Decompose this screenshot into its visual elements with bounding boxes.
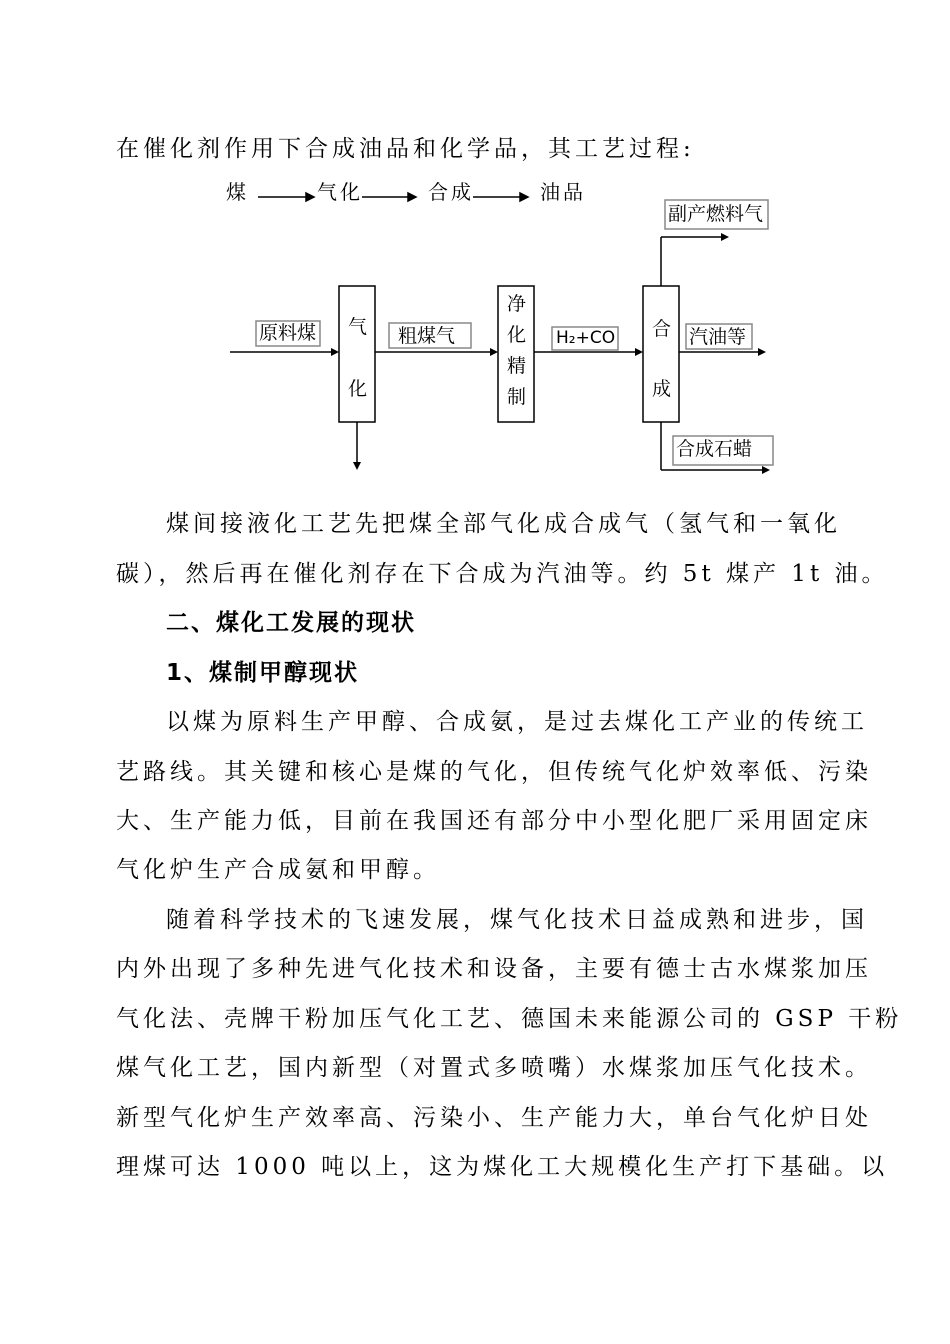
para3-line-6: 理煤可达 1000 吨以上，这为煤化工大规模化生产打下基础。以 bbox=[116, 1154, 889, 1180]
crude-gas-label: 粗煤气 bbox=[398, 325, 456, 347]
gasoline-label: 汽油等 bbox=[689, 326, 747, 348]
synth-char-2: 成 bbox=[652, 378, 672, 400]
purify-char-2: 化 bbox=[507, 324, 527, 346]
para2-line-2: 艺路线。其关键和核心是煤的气化，但传统气化炉效率低、污染 bbox=[116, 759, 872, 785]
purify-char-1: 净 bbox=[507, 293, 527, 315]
purify-char-4: 制 bbox=[507, 386, 527, 408]
para2-line-4: 气化炉生产合成氨和甲醇。 bbox=[116, 857, 440, 883]
flow-coal: 煤 bbox=[226, 180, 249, 204]
para1-line-2: 碳），然后再在催化剂存在下合成为汽油等。约 5t 煤产 1t 油。 bbox=[116, 561, 889, 587]
purify-char-3: 精 bbox=[507, 355, 527, 377]
para3-line-2: 内外出现了多种先进气化技术和设备，主要有德士古水煤浆加压 bbox=[116, 956, 872, 982]
intro-line: 在催化剂作用下合成油品和化学品，其工艺过程: bbox=[116, 136, 695, 162]
byproduct-gas-label: 副产燃料气 bbox=[668, 203, 764, 225]
flow-synth: 合成 bbox=[428, 180, 474, 204]
para2-line-3: 大、生产能力低，目前在我国还有部分中小型化肥厂采用固定床 bbox=[116, 808, 872, 834]
wax-label: 合成石蜡 bbox=[676, 438, 753, 460]
flow-oil: 油品 bbox=[540, 180, 586, 204]
syngas-label: H₂+CO bbox=[556, 328, 616, 348]
input-coal-label: 原料煤 bbox=[259, 322, 317, 344]
process-diagram bbox=[0, 0, 950, 500]
para3-line-4: 煤气化工艺，国内新型（对置式多喷嘴）水煤浆加压气化技术。 bbox=[116, 1055, 872, 1081]
para1-line-1: 煤间接液化工艺先把煤全部气化成合成气（氢气和一氧化 bbox=[166, 511, 841, 537]
gasify-box bbox=[339, 286, 375, 422]
gasify-char-1: 气 bbox=[348, 316, 368, 338]
section-heading: 二、煤化工发展的现状 bbox=[166, 610, 416, 636]
gasify-char-2: 化 bbox=[348, 378, 368, 400]
para3-line-3: 气化法、壳牌干粉加压气化工艺、德国未来能源公司的 GSP 干粉 bbox=[116, 1006, 903, 1032]
flow-gasify: 气化 bbox=[317, 180, 363, 204]
para3-line-1: 随着科学技术的飞速发展，煤气化技术日益成熟和进步，国 bbox=[166, 907, 868, 933]
para2-line-1: 以煤为原料生产甲醇、合成氨，是过去煤化工产业的传统工 bbox=[166, 709, 868, 735]
subsection-heading: 1、煤制甲醇现状 bbox=[166, 660, 360, 686]
synth-box bbox=[643, 286, 679, 422]
synth-char-1: 合 bbox=[652, 318, 672, 340]
para3-line-5: 新型气化炉生产效率高、污染小、生产能力大，单台气化炉日处 bbox=[116, 1105, 872, 1131]
